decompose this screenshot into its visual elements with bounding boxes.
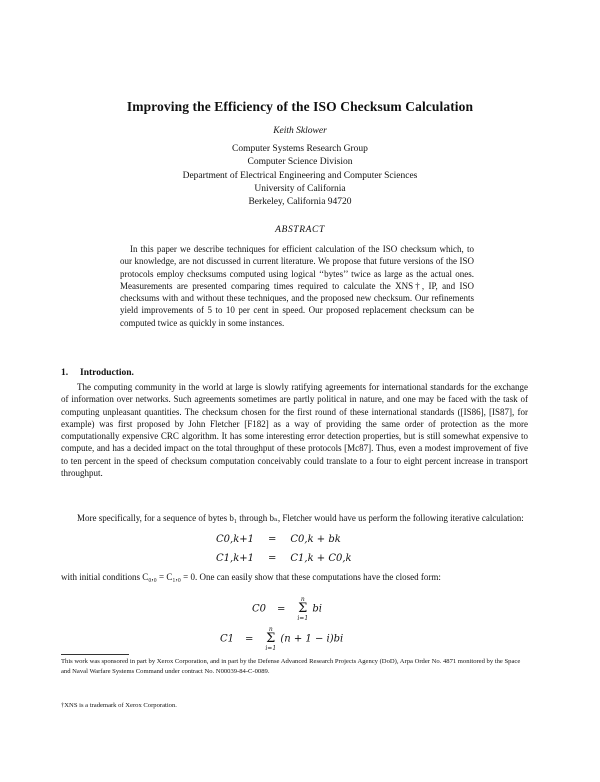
section-heading — [61, 368, 134, 378]
equation-term: bi — [312, 603, 322, 615]
summation-symbol: n Σ i=1 — [265, 626, 277, 652]
summation-lower-limit: i=1 — [297, 615, 309, 622]
summation-upper-limit: n — [300, 596, 305, 603]
summation-upper-limit: n — [268, 626, 273, 633]
abstract-text: In this paper we describe techniques for efficient calculation of the ISO checksum which, to our knowledge, are not discussed in current literature. We propose that future versions of the ISO protocols employ checksums computed using logical ‘‘bytes’’ twice as large as the actual ones. Measurements are presented comparing times required to calculate the XNS†, IP, and ISO checksums with and without these techniques, and the proposed new checksum. Our refinements yield improvements of 5 to 10 per cent in speed. Our proposed replacement checksum can be computed twice as quickly in some instances. — [120, 244, 474, 328]
equation-c1-recurrence — [216, 553, 352, 564]
equation-c1-closed-form — [220, 626, 343, 652]
equation-lhs: C1 — [220, 633, 235, 645]
summation-lower-limit: i=1 — [265, 645, 277, 652]
body-paragraph: More specifically, for a sequence of bytes b₁ through bₙ, Fletcher would have us perform the following iterative calculation: — [77, 513, 524, 523]
paper-title: Improving the Efficiency of the ISO Checksum Calculation — [126, 99, 474, 114]
affiliation-line: Department of Electrical Engineering and Computer Sciences — [182, 170, 418, 181]
equation-term: (n + 1 − i)bi — [280, 633, 344, 645]
equation-operator: = — [267, 534, 277, 545]
affiliation-line: Computer Systems Research Group — [232, 144, 368, 154]
section-title: Introduction. — [80, 368, 134, 378]
abstract-heading: ABSTRACT — [275, 225, 325, 235]
affiliation-line: University of California — [254, 183, 346, 194]
equation-rhs: C1,k + C0,k — [290, 553, 352, 564]
equation-lhs: C0 — [252, 603, 267, 615]
summation-symbol: n Σ i=1 — [297, 596, 309, 622]
section-number: 1. — [61, 368, 69, 378]
affiliation-line: Berkeley, California 94720 — [248, 197, 352, 208]
author-affiliation — [0, 143, 600, 209]
equation-operator: = — [245, 633, 254, 645]
body-paragraph: The computing community in the world at large is slowly ratifying agreements for international standards for the exchange of information over networks. Such agreements sometimes are partly political in nature, and one may be faced with the task of computing unpleasant quantities. The checksum chosen for the first round of these international standards ([IS86], [IS87], for example) was first proposed by John Fletcher [F182] as a way of providing the same order of protection as the more computationally expensive CRC algorithm. It has some interesting error detection properties, but is still somewhat expensive to compute, and has a decided impact on the total throughput of these protocols [Mc87]. Thus, even a modest improvement of five to ten percent in the speed of checksum computation conceivably could translate to a four to eight percent increase in transport throughput. — [61, 382, 528, 479]
equation-lhs: C1,k+1 — [216, 553, 254, 564]
footnote-divider — [61, 654, 129, 655]
equation-rhs: C0,k + bk — [290, 534, 341, 545]
author-name: Keith Sklower — [273, 126, 327, 136]
equation-c0-closed-form — [252, 596, 322, 622]
equation-c0-recurrence — [216, 534, 341, 545]
equation-operator: = — [277, 603, 286, 615]
footnote-trademark: †XNS is a trademark of Xerox Corporation. — [61, 702, 177, 709]
footnote-sponsorship: This work was sponsored in part by Xerox Corporation, and in part by the Defense Advanced Research Projects Agency (DoD), Arpa Order No. 4871 monitored by the Space and Naval Warfare Systems Command under contract No. N00039-84-C-0089. — [61, 658, 521, 676]
body-paragraph: with initial conditions C₀,₀ = C₁,₀ = 0. One can easily show that these computations have the closed form: — [61, 572, 441, 582]
equation-lhs: C0,k+1 — [216, 534, 254, 545]
affiliation-line: Computer Science Division — [247, 157, 353, 168]
equation-operator: = — [267, 553, 277, 564]
